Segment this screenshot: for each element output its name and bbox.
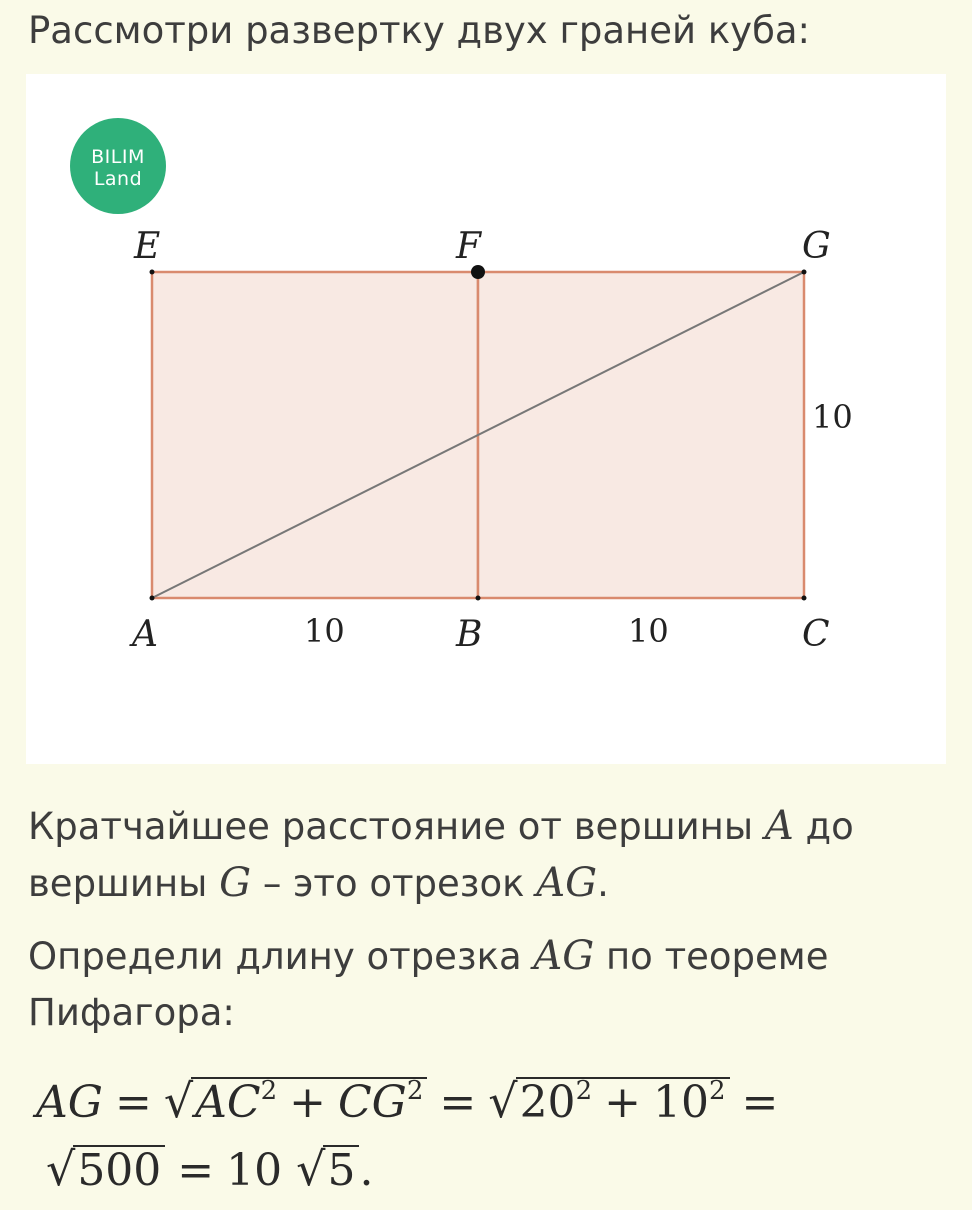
label-vertex-a: A (132, 614, 158, 655)
radical-ac-cg (164, 1066, 428, 1138)
formula-500: 500 (77, 1145, 162, 1196)
formula-cg: CG (338, 1077, 407, 1128)
point-c-marker (802, 596, 807, 601)
label-vertex-c: C (802, 614, 830, 655)
sqrt-sign-icon: √ (46, 1142, 76, 1196)
formula-eq-2: = (439, 1077, 477, 1128)
radicand-ac-cg (191, 1077, 427, 1127)
formula-line-2 (46, 1134, 966, 1206)
sqrt-sign-icon: √ (296, 1142, 326, 1196)
exp-10: 2 (708, 1076, 726, 1106)
exp-20: 2 (575, 1076, 593, 1106)
radical-20-10 (488, 1066, 729, 1138)
math-var-a: A (764, 803, 794, 849)
text1-part4: . (597, 862, 609, 905)
label-length-ab: 10 (304, 612, 345, 650)
sqrt-sign-icon: √ (488, 1074, 518, 1128)
formula-5: 5 (327, 1145, 356, 1196)
shortest-distance-paragraph (28, 798, 944, 912)
formula-ac: AC (195, 1077, 261, 1128)
formula-plus-1: + (289, 1077, 326, 1128)
point-a-marker (150, 596, 155, 601)
label-vertex-e: E (134, 226, 161, 267)
cube-net-figure (26, 74, 946, 764)
exp-ac: 2 (260, 1076, 278, 1106)
formula-ag: AG (36, 1077, 103, 1128)
label-length-cg: 10 (812, 398, 853, 436)
math-var-ag: AG (536, 860, 598, 906)
text1-part3: – это отрезок (251, 862, 537, 905)
text2-part2: по теореме Пифагора: (28, 935, 829, 1034)
task-heading: Рассмотри развертку двух граней куба: (28, 9, 811, 52)
text1-part2: до вершины (28, 805, 854, 905)
sqrt-sign-icon: √ (163, 1074, 194, 1128)
formula-period: . (359, 1145, 374, 1196)
point-b-marker (476, 596, 481, 601)
radical-5 (296, 1134, 359, 1206)
point-g-marker (802, 270, 807, 275)
radical-500 (46, 1134, 165, 1206)
point-e-marker (150, 270, 155, 275)
math-var-g: G (219, 860, 252, 906)
face-left (152, 272, 478, 598)
formula-eq-4: = (177, 1145, 215, 1196)
math-var-ag-2: AG (533, 933, 595, 979)
formula-20: 20 (519, 1077, 576, 1128)
logo-text-line2: Land (93, 168, 143, 190)
label-vertex-f: F (456, 226, 481, 267)
text2-part1: Определи длину отрезка (28, 935, 534, 978)
radicand-5 (323, 1145, 359, 1195)
label-length-bc: 10 (628, 612, 669, 650)
face-right (478, 272, 804, 598)
formula-line-1 (36, 1066, 956, 1138)
formula-10: 10 (652, 1077, 709, 1128)
logo-text-line1: BILIM (91, 146, 145, 168)
formula-eq-1: = (114, 1077, 152, 1128)
label-vertex-g: G (802, 226, 831, 267)
cube-net-diagram (26, 74, 946, 764)
radicand-20-10 (516, 1077, 730, 1127)
formula-coef-10: 10 (226, 1145, 283, 1196)
radicand-500 (73, 1145, 165, 1195)
label-vertex-b: B (456, 614, 483, 655)
formula-eq-3: = (741, 1077, 779, 1128)
point-f-marker (471, 265, 485, 279)
pythagoras-instruction (28, 928, 944, 1041)
exp-cg: 2 (406, 1076, 424, 1106)
formula-plus-2: + (604, 1077, 641, 1128)
text1-part1: Кратчайшее расстояние от вершины (28, 805, 765, 848)
